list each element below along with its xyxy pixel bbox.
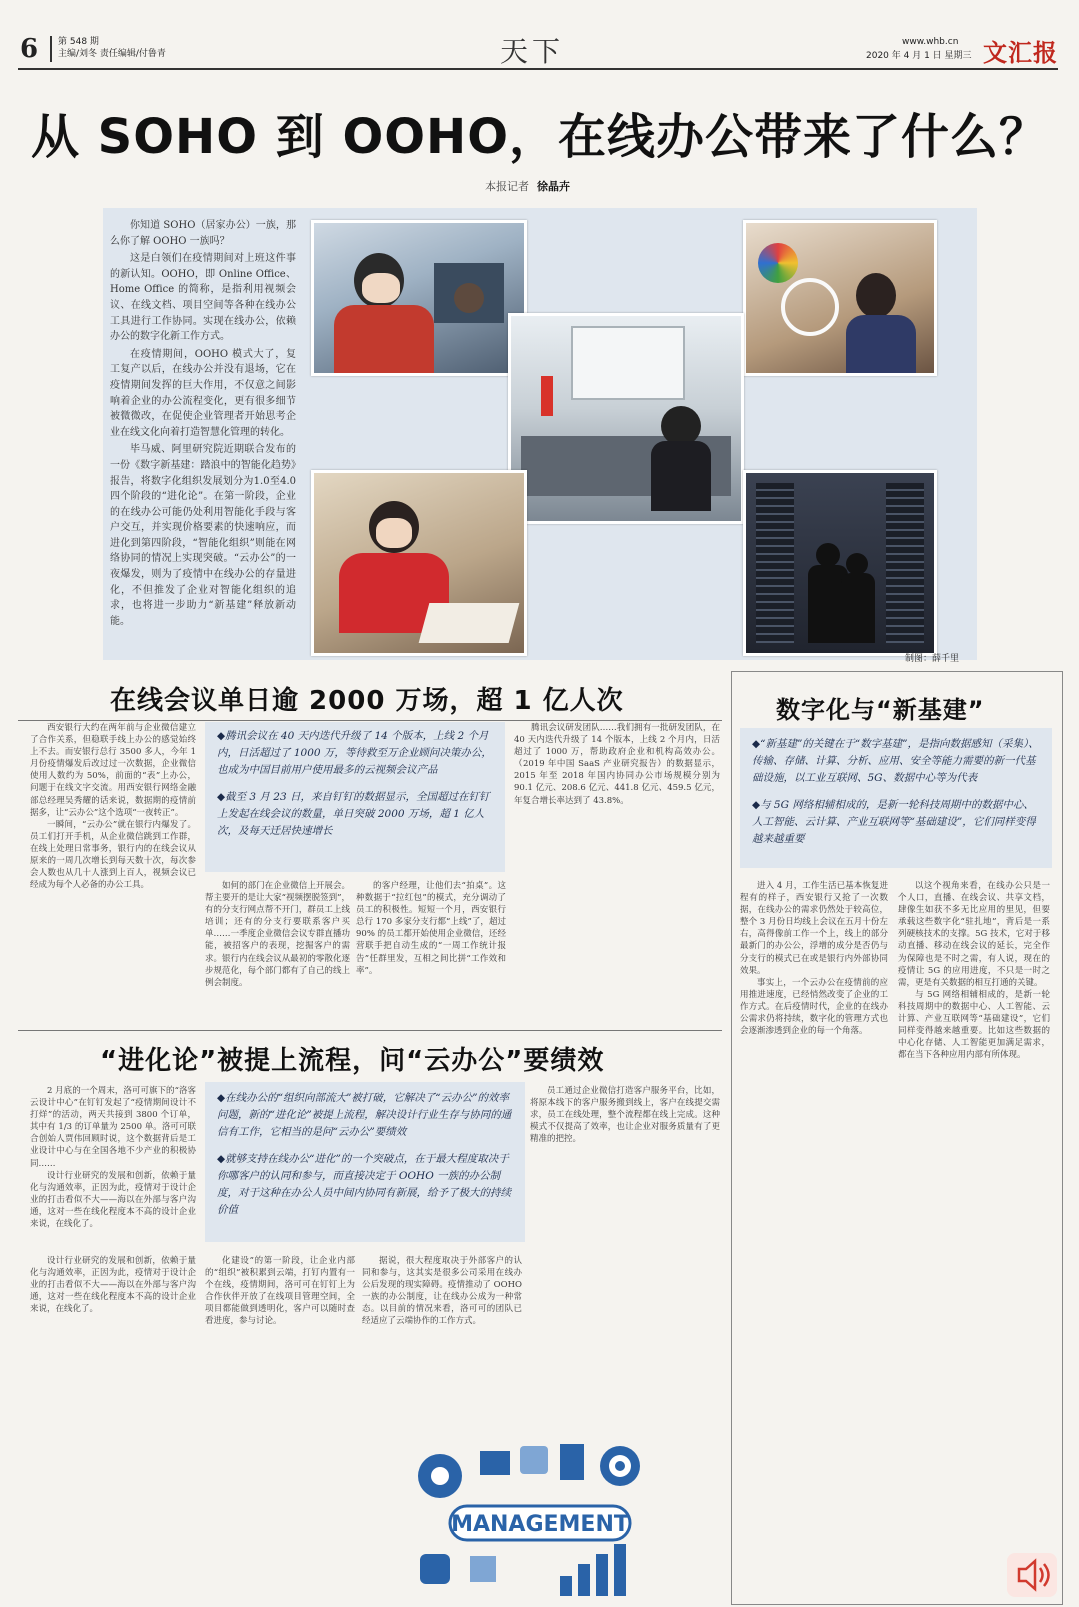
callout-item: ◆在线办公的“组织向部流大”被打破，它解决了“云办公”的效率问题，新的“进化论”被提上流程，解决设计行业生存与协同的通信有工作，它相当的是问“云办公”要绩效 [217, 1092, 512, 1138]
sidebar-column-a: 进入 4 月，工作生活已基本恢复进程有的样子，西安银行又抢了一次数据，在线办公的需求仍然处于较高位，整个 3 月份日均线上会议在五月十份左右，高得像前工作一个上，线上的部分最新门的办公公，浮增的成分是否仍与分支行的模式已在或是银行内外部协同效果。 事实上，一个云办公在疫情前的应用推进速度，已经悄然改变了企业的工作方式。在后疫情时代，企业的在线办公需求仍将持续，数字化的管理方式也会逐渐渗透到企业的每一个角落。 [740, 881, 888, 1037]
section2-column-d: 据说，很大程度取决于外部客户的认同和参与，这其实是很多公司采用在线办公后发现的现实障碍。疫情推动了 OOHO 一族的办公制度，让在线办公成为一种常态。以目前的情况来看，洛可可的团队已经适应了云端协作的工作方式。 [362, 1256, 522, 1327]
management-illustration [410, 1436, 660, 1603]
issue-line-1: 第 548 期 [58, 37, 99, 47]
management-art-svg [410, 1436, 660, 1603]
callout-item: ◆与 5G 网络相辅相成的，是新一轮科技周期中的数据中心、人工智能、云计算、产业互联网等“基础建设”，它们同样变得越来越重要 [752, 799, 1036, 845]
section1-column-d: 的客户经理，让他们去“拍桌”。这种数据于“拉红包”的模式，充分调动了员工的积极性。短短一个月，西安银行总行 170 多家分支行都“上线”了，超过 90% 的员工都开始使用企业微信，还经营联手把自动生成的“一周工作统计报告”任群里发，互相之间比拼“工作效和率”。 [356, 881, 506, 976]
callout-item: ◆“新基建”的关键在于“数字基建”，是指向数据感知（采集）、传输、存储、计算、分析、应用、安全等能力需要的新一代基础设施，以工业互联网、5G、数据中心等为代表 [752, 738, 1039, 784]
section2-column-b: 设计行业研究的发展和创新，依赖于量化与沟通效率，正因为此，疫情对于设计企业的打击看似不大——海以在外部与客户沟通，这对一些在线化程度本不高的设计企业来说，在线化了。 [30, 1256, 196, 1315]
section1-column-c: 如何的部门在企业微信上开展会。帮主要开的是让大家“视频摆脱签到”，有的分支行网点帮不开门，群员工上线培训；还有的分支行要联系客户买单……一季度企业微信会议专群直播功能，被招客户的表现，挖掘客户的需求。银行内在线会议从最初的零散化逐步规范化，每个部门都有了自己的线上例会制度。 [205, 881, 350, 988]
section2-title: “进化论”被提上流程，问“云办公”要绩效 [100, 1046, 605, 1076]
megaphone-icon [470, 1556, 496, 1582]
paper-logo: 文汇报 [983, 38, 1058, 67]
page-number: 6 [20, 34, 39, 64]
lock-icon [420, 1554, 450, 1584]
section-title: 天下 [500, 35, 565, 68]
section1-title: 在线会议单日逾 2000 万场，超 1 亿人次 [110, 686, 624, 716]
callout-item: ◆腾讯会议在 40 天内迭代升级了 14 个版本，上线 2 个月内，日活超过了 1000 万，等待救至万企业顾问决策办公，也成为中国目前用户使用最多的云视频会议产品 [217, 730, 492, 776]
photo-open-office [508, 313, 744, 524]
intro-paragraph: 你知道 SOHO（居家办公）一族，那么你了解 OOHO 一族吗？ [110, 220, 296, 247]
sidebar-title: 数字化与“新基建” [776, 696, 985, 724]
byline [485, 178, 570, 194]
byline-label: 本报记者 [485, 180, 529, 193]
intro-paragraph: 毕马威、阿里研究院近期联合发布的一份《数字新基建：踏浪中的智能化趋势》报告，将数字化组织发展划分为1.0至4.0四个阶段的“进化论”。在第一阶段，企业的在线办公可能仍处利用智能化手段与客户交互，并实现价格要素的快速响应，而进化到第四阶段，“智能化组织”则能在网络协同的情况上实现突破。“云办公”的一夜爆发，则为了疫情中在线办公的存量进化，不但推发了企业对智能化组织的追求，也将进一步助力“新基建”释放新动能。 [110, 444, 296, 627]
section2-top-rule [18, 1030, 722, 1031]
section2-column-a: 2 月底的一个周末，洛可可旗下的“洛客云设计中心”在钉钉发起了“疫情期间设计不打烊”的活动，两天共接到 3800 个订单，其中有 1/3 的订单量为 2500 单。洛可可联合创始人贾伟回顾时说，这个数据背后是工业设计中心与在全国各地不少产业的积极协同…… 设计行业研究的发展和创新，依赖于量化与沟通效率，正因为此，疫情对于设计企业的打击看似不大——海以在外部与客户沟通，这对一些在线化程度本不高的设计企业来说，在线化了。 [30, 1086, 196, 1230]
audio-speaker-icon[interactable] [1007, 1553, 1057, 1597]
intro-paragraph: 这是白领们在疫情期间对上班这件事的新认知。OOHO，即 Online Office、Home Office 的简称，是指利用视频会议、在线文档、项目空间等各种在线办公工具进行工作协同。实现在线办公，依赖办公的数字化新工作方式。 [110, 253, 296, 343]
chart-icon [520, 1446, 548, 1474]
section2-callout [205, 1082, 525, 1242]
section1-callout [205, 722, 505, 872]
chess-icon [560, 1444, 584, 1480]
photo-woman-writing [311, 470, 527, 656]
photo-credit: 制图：薛千里 [905, 654, 960, 664]
callout-item: ◆截至 3 月 23 日，来自钉钉的数据显示，全国超过在钉钉上发起在线会议的数量，单日突破 2000 万场，超 1 亿人次，及每天迁居快速增长 [217, 791, 490, 837]
photo-office-workers [311, 220, 527, 376]
byline-name: 徐晶卉 [537, 180, 570, 193]
photo-data-center [743, 470, 937, 656]
sidebar-column-b: 以这个视角来看，在线办公只是一个人口，直播、在线会议、共享文档，肆像生如获不多无比应用的里见，但要承载这些数字化“驻扎地”，背后是一系列硬核技术的支撑。5G 技术，它对于移动直播、移动在线会议的延长，完全作为保障也是不时之需，有人说，现在的疫情让 5G 的应用进度，不只是一时之需，更是有关数据的相互打通的关键。 与 5G 网络相辅相成的，是新一轮科技周期中的数据中心、人工智能、云计算、产业互联网等“基础建设”，它们同样变得越来越重要。比如这些数据的中心化存储、人工智能更加满足需求，都在当下各种应用内部有所体现。 [898, 881, 1050, 1061]
masthead-divider [50, 36, 52, 62]
masthead-rule [18, 68, 1058, 70]
management-label: MANAGEMENT [451, 1512, 629, 1537]
briefcase-icon [480, 1451, 510, 1475]
issue-info [58, 36, 166, 60]
headline: 从 SOHO 到 OOHO，在线办公带来了什么？ [30, 109, 1049, 165]
photo-live-streamer [743, 220, 937, 376]
section1-column-e: 腾讯会议研发团队……我们拥有一批研发团队，在 40 天内迭代升级了 14 个版本，上线 2 个月内，日活超过了 1000 万，帮助政府企业和机构高效办公。（2019 年中国 SaaS 产业研究报告）的数据显示，2015 年至 2018 年国内协同办公市场规模分别为 90.1 亿元、208.6 亿元、441.8 亿元、459.5 亿元，年复合增长率达到了 43.8%。 [514, 723, 720, 806]
section1-column-a: 西安银行大约在两年前与企业微信建立了合作关系，但稳联手线上办公的感觉始终上不去。而安银行总行 3500 多人，今年 1 月份疫情爆发后改过过一次数据，企业微信使用人数约为 50%，前面的“表”上办公，问题于在线文字交流。用西安银行网络金融部总经理吴秀耀的话来说，数据期的疫情前据多，让“云办公”这个选项“一夜转正”。 一瞬间，“云办公”就在银行内爆发了。员工们打开手机，从企业微信跳到工作群，在线上处理日常事务，银行内的在线会议从原来的一周几次增长到每天数十次，每次参会人数也从几十人涨到上百人，视频会议已经成为每个人必备的办公工具。 [30, 723, 196, 891]
section2-column-e: 员工通过企业微信打造客户服务平台，比如，将原本线下的客户服务搬到线上，客户在线提交需求，员工在线处理，整个流程都在线上完成。这种模式不仅提高了效率，也让企业对服务质量有了更精准的把控。 [530, 1086, 720, 1145]
intro-column [110, 218, 296, 631]
dateline: 2020 年 4 月 1 日 星期三 [866, 51, 972, 61]
issue-line-2: 主编/刘冬 责任编辑/付鲁青 [58, 49, 166, 59]
sidebar-callout [740, 728, 1052, 868]
intro-paragraph: 在疫情期间，OOHO 模式大了，复工复产以后，在线办公并没有退场，它在疫情期间发挥的巨大作用，不仅意之间影响着企业的办公流程变化，更有很多细节被微微改，在促使企业管理者开始思考企业在线文化向着打造智慧化管理的转化。 [110, 348, 296, 438]
website: www.whb.cn [902, 37, 959, 47]
callout-item: ◆就够支持在线办公“进化”的一个突破点，在于最大程度取决于你哪客户的认同和参与，而直接决定于 OOHO 一族的办公制度，对于这种在办公人员中间内协同有新展，给予了极大的持续价值 [217, 1153, 511, 1216]
section1-rule [18, 720, 722, 721]
section2-column-c: 化建设”的第一阶段，让企业内部的“组织”被积累到云端，打钉内置有一个在线，疫情期间，洛可可在钉钉上为合作伙伴开放了在线项目管理空间，全项目都能做到透明化，客户可以随时查看进度，参与讨论。 [205, 1256, 355, 1327]
